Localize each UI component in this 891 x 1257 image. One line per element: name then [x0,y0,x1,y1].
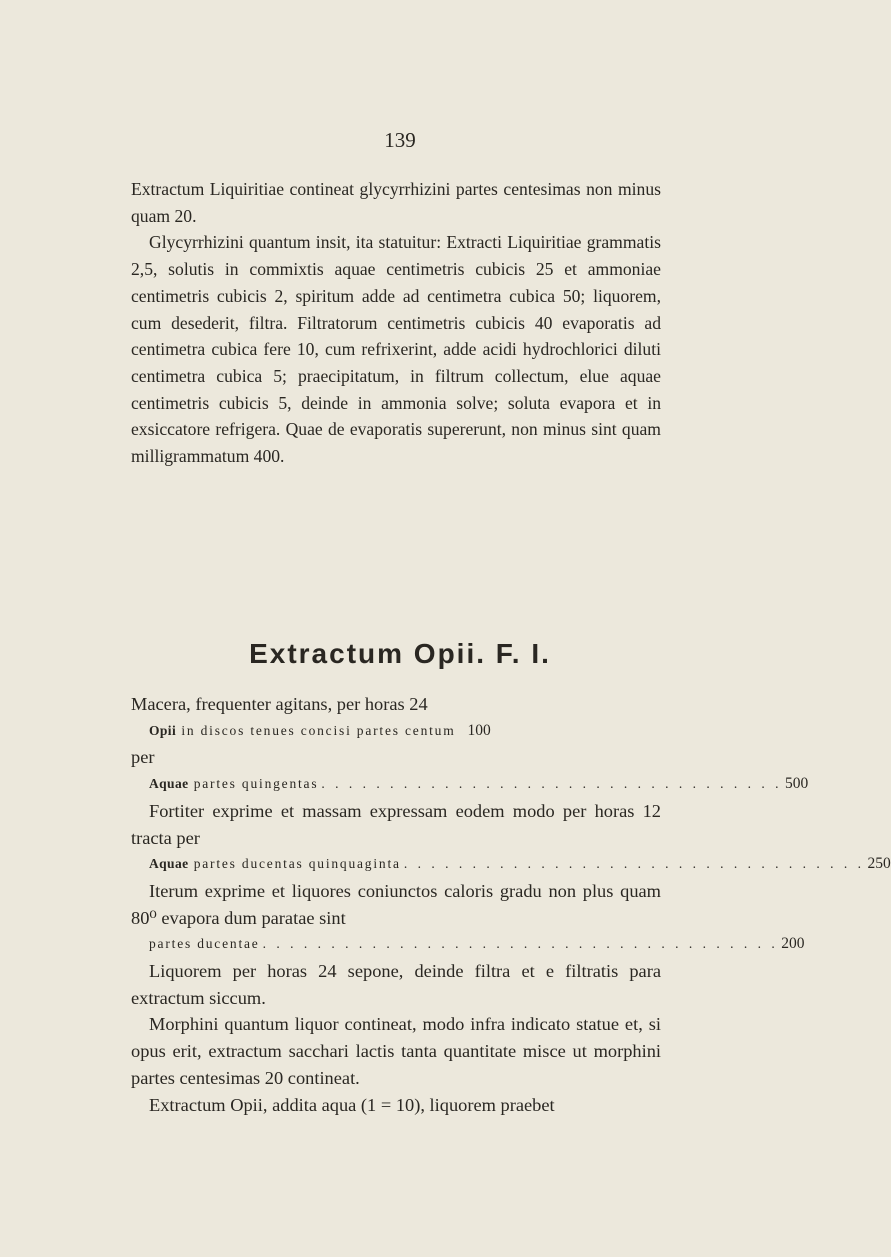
recipe-intro: Macera, frequenter agitans, per horas 24 [131,694,428,714]
ingredient-name: Aquae [149,776,189,792]
ingredient-quantity: 250 [867,855,891,873]
recipe-step: Fortiter exprime et massam expressam eodem modo per horas 12 tracta per [131,800,661,848]
ingredient-aquae-250 [131,851,891,878]
ingredient-name: Aquae [149,856,189,872]
paragraph-glycyrrhizin-content: Extractum Liquiritiae contineat glycyrrhizini partes centesimas non minus quam 20. [131,179,661,226]
ingredient-quantity: 500 [785,775,809,793]
page-number: 139 [384,128,416,152]
liquiritiae-section [131,176,661,470]
ingredient-result-200 [131,931,805,958]
recipe-step: Iterum exprime et liquores coniunctos caloris gradu non plus quam 80⁰ evapora dum paratae sint [131,880,661,928]
ingredient-quantity: 100 [467,721,491,739]
recipe-step: Extractum Opii, addita aqua (1 = 10), liquorem praebet [149,1094,555,1115]
ingredient-description: partes quingentas [193,776,319,792]
recipe-per: per [131,747,155,768]
ingredient-quantity: 200 [781,935,805,953]
ingredient-description: in discos tenues concisi partes centum [181,722,456,738]
ingredient-aquae-500 [131,771,809,798]
ingredient-opii [131,718,661,745]
recipe-step: Morphini quantum liquor contineat, modo infra indicato statue et, si opus erit, extractum sacchari lactis tanta quantitate misce ut morphini partes centesimas 20 contineat. [131,1014,661,1088]
leader-dots: . . . . . . . . . . . . . . . . . . . . . . . . . . . . . . . . . . . . . . [262,936,779,952]
ingredient-name: Opii [149,722,177,738]
ingredient-description: partes ducentae [149,936,260,952]
leader-dots: . . . . . . . . . . . . . . . . . . . . . . . . . . . . . . . . . . [403,856,865,872]
opii-recipe [131,691,891,1118]
ingredient-description: partes ducentas quinquaginta [193,856,401,872]
paragraph-glycyrrhizin-assay: Glycyrrhizini quantum insit, ita statuitur: Extracti Liquiritiae grammatis 2,5, solutis in commixtis aquae centimetris cubicis 25 et ammoniae centimetris cubicis 2, spiritum adde ad centimetra cubica 50; liquorem, cum desederit, filtra. Filtratorum centimetris cubicis 40 evaporatis ad centimetra cubica fere 10, cum refrixerint, adde acidi hydrochlorici diluti centimetra cubica 5; praecipitatum, in filtrum collectum, elue aquae centimetris cubicis 5, deinde in ammonia solve; soluta evapora et in exsiccatore refrigera. Quae de evaporatis supererunt, non minus sint quam milligrammatum 400. [131,232,661,467]
leader-dots: . . . . . . . . . . . . . . . . . . . . . . . . . . . . . . . . . . [321,776,783,792]
recipe-step: Liquorem per horas 24 sepone, deinde filtra et e filtratis para extractum siccum. [131,961,661,1008]
section-heading: Extractum Opii. F. I. [249,638,551,669]
